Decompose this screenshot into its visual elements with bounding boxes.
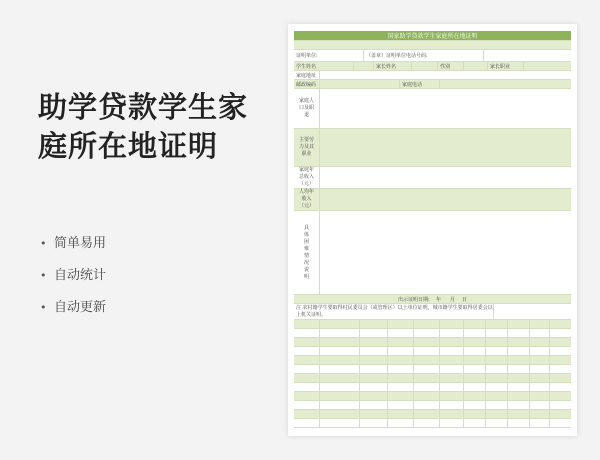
empty-cell	[294, 383, 320, 391]
empty-cell	[464, 320, 486, 328]
empty-cell	[486, 356, 508, 364]
annual-income-row: 家庭年总收入（元）	[294, 167, 571, 189]
empty-cell	[320, 419, 360, 427]
empty-cell	[508, 347, 530, 355]
empty-cell	[360, 347, 388, 355]
empty-cell	[294, 410, 320, 418]
empty-cell	[320, 320, 360, 328]
empty-cell	[464, 329, 486, 337]
certificate-form	[294, 31, 571, 428]
postcode-row: 邮政编码 家庭电话	[294, 80, 571, 89]
bullet-icon: •	[40, 301, 47, 314]
empty-cell	[550, 410, 571, 418]
empty-row	[294, 365, 571, 374]
page-title	[38, 88, 268, 166]
empty-cell	[414, 392, 440, 400]
empty-cell	[294, 392, 320, 400]
empty-cell	[508, 365, 530, 373]
empty-cell	[530, 320, 550, 328]
empty-cell	[414, 383, 440, 391]
student-row: 学生姓名 家长姓名 性别 家长职业	[294, 62, 571, 71]
empty-cell	[530, 338, 550, 346]
blank-row	[294, 41, 571, 50]
empty-cell	[360, 338, 388, 346]
empty-cell	[508, 410, 530, 418]
empty-row	[294, 329, 571, 338]
empty-cell	[294, 419, 320, 427]
empty-cell	[360, 401, 388, 409]
empty-cell	[320, 392, 360, 400]
empty-cell	[294, 338, 320, 346]
empty-cell	[414, 338, 440, 346]
empty-cell	[508, 374, 530, 382]
empty-cell	[414, 356, 440, 364]
empty-cell	[388, 392, 414, 400]
empty-cell	[486, 410, 508, 418]
empty-cell	[320, 356, 360, 364]
bullet-icon: •	[40, 237, 47, 250]
empty-cell	[388, 419, 414, 427]
empty-cell	[530, 383, 550, 391]
empty-cell	[486, 374, 508, 382]
empty-cell	[464, 356, 486, 364]
empty-row	[294, 356, 571, 365]
empty-cell	[294, 329, 320, 337]
empty-cell	[508, 401, 530, 409]
empty-cell	[486, 329, 508, 337]
empty-cell	[464, 374, 486, 382]
empty-cell	[320, 329, 360, 337]
empty-cell	[388, 383, 414, 391]
empty-cell	[486, 365, 508, 373]
empty-cell	[508, 383, 530, 391]
empty-cell	[440, 419, 464, 427]
empty-cell	[294, 401, 320, 409]
empty-cell	[508, 419, 530, 427]
empty-cell	[530, 329, 550, 337]
labor-row: 主要劳力及其职业	[294, 129, 571, 167]
empty-cell	[440, 410, 464, 418]
feature-list	[40, 234, 106, 330]
empty-cell	[440, 392, 464, 400]
empty-cell	[414, 347, 440, 355]
empty-cell	[464, 365, 486, 373]
empty-cell	[294, 320, 320, 328]
empty-cell	[320, 401, 360, 409]
per-capita-row: 人均年收入（元）	[294, 189, 571, 211]
empty-cell	[550, 365, 571, 373]
empty-cell	[530, 419, 550, 427]
empty-cell	[440, 365, 464, 373]
empty-cell	[360, 410, 388, 418]
empty-cell	[508, 329, 530, 337]
empty-cell	[550, 338, 571, 346]
empty-cell	[464, 392, 486, 400]
feature-item: • 自动更新	[40, 298, 106, 330]
empty-row	[294, 383, 571, 392]
empty-cell	[550, 419, 571, 427]
feature-item: • 简单易用	[40, 234, 106, 266]
empty-cell	[550, 392, 571, 400]
document-preview	[288, 24, 577, 436]
population-row: 家庭人口及职退	[294, 89, 571, 129]
empty-cell	[464, 383, 486, 391]
empty-cell	[486, 347, 508, 355]
date-row: 出示证明日期: 年 月 日	[294, 295, 571, 304]
empty-cell	[320, 347, 360, 355]
empty-cell	[486, 383, 508, 391]
empty-cell	[530, 374, 550, 382]
empty-cell	[440, 374, 464, 382]
note-row: 注 农村籍学生要取得村民委员会（或管理区）以上单位证明，城市籍学生要取得居委会以上机关证明。	[294, 304, 571, 320]
empty-cell	[464, 347, 486, 355]
empty-cell	[530, 401, 550, 409]
bullet-icon: •	[40, 269, 47, 282]
empty-cell	[550, 329, 571, 337]
title-line-1: 助学贷款学生家	[38, 90, 249, 124]
empty-cell	[414, 410, 440, 418]
title-line-2: 庭所在地证明	[38, 129, 219, 163]
empty-cell	[550, 320, 571, 328]
address-row: 家庭地址	[294, 71, 571, 80]
empty-cell	[320, 338, 360, 346]
empty-row	[294, 392, 571, 401]
empty-cell	[486, 320, 508, 328]
empty-cell	[388, 410, 414, 418]
empty-cell	[440, 383, 464, 391]
empty-row	[294, 347, 571, 356]
empty-cell	[440, 320, 464, 328]
empty-cell	[320, 374, 360, 382]
empty-cell	[530, 347, 550, 355]
empty-row	[294, 338, 571, 347]
unit-row: 证明单位: （盖章） 证明单位电话号码:	[294, 50, 571, 62]
empty-cell	[440, 338, 464, 346]
empty-cell	[550, 401, 571, 409]
empty-cell	[530, 365, 550, 373]
empty-cell	[550, 374, 571, 382]
empty-cell	[388, 329, 414, 337]
empty-cell	[388, 365, 414, 373]
empty-cell	[294, 374, 320, 382]
empty-cell	[360, 419, 388, 427]
empty-cell	[440, 347, 464, 355]
empty-cell	[414, 365, 440, 373]
empty-cell	[388, 401, 414, 409]
empty-cell	[388, 338, 414, 346]
empty-cell	[360, 329, 388, 337]
empty-cell	[360, 320, 388, 328]
empty-cell	[530, 410, 550, 418]
empty-cell	[320, 410, 360, 418]
empty-cell	[464, 410, 486, 418]
empty-cell	[360, 392, 388, 400]
empty-cell	[414, 329, 440, 337]
empty-cell	[388, 374, 414, 382]
empty-cell	[360, 356, 388, 364]
empty-cell	[440, 356, 464, 364]
empty-cell	[360, 383, 388, 391]
empty-cell	[550, 383, 571, 391]
empty-cell	[360, 365, 388, 373]
feature-item: • 自动统计	[40, 266, 106, 298]
empty-cell	[486, 338, 508, 346]
form-header: 国家助学贷款学生家庭所在地证明	[294, 31, 571, 41]
empty-cell	[294, 365, 320, 373]
empty-row	[294, 410, 571, 419]
empty-row	[294, 320, 571, 329]
empty-cell	[486, 401, 508, 409]
empty-row	[294, 401, 571, 410]
empty-cell	[530, 392, 550, 400]
empty-cell	[464, 401, 486, 409]
empty-cell	[414, 419, 440, 427]
empty-cell	[414, 374, 440, 382]
empty-cell	[320, 365, 360, 373]
empty-cell	[486, 419, 508, 427]
details-row: 具体困难情况说明	[294, 211, 571, 295]
empty-cell	[440, 401, 464, 409]
empty-row	[294, 419, 571, 428]
empty-cell	[388, 320, 414, 328]
empty-cell	[360, 374, 388, 382]
empty-cell	[508, 356, 530, 364]
empty-row	[294, 374, 571, 383]
empty-cell	[530, 356, 550, 364]
empty-cell	[320, 383, 360, 391]
empty-cell	[294, 347, 320, 355]
empty-cell	[414, 401, 440, 409]
empty-cell	[550, 347, 571, 355]
empty-cell	[464, 419, 486, 427]
empty-cell	[486, 392, 508, 400]
empty-cell	[508, 320, 530, 328]
empty-cell	[508, 338, 530, 346]
empty-cell	[414, 320, 440, 328]
empty-cell	[550, 356, 571, 364]
empty-cell	[440, 329, 464, 337]
empty-cell	[388, 347, 414, 355]
empty-cell	[464, 338, 486, 346]
empty-cell	[508, 392, 530, 400]
empty-cell	[294, 356, 320, 364]
empty-cell	[388, 356, 414, 364]
